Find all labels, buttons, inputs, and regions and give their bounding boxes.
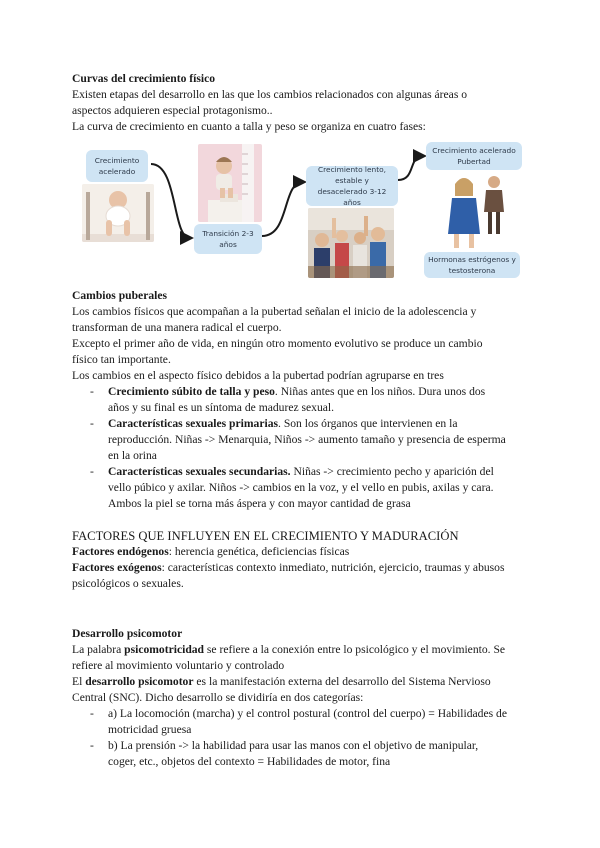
paragraph-line: Los cambios en el aspecto físico debidos a la pubertad podrían agruparse en tres <box>72 369 444 382</box>
paragraph-line: aspectos adquieren especial protagonismo.. <box>72 104 273 117</box>
paragraph-text: El <box>72 675 86 688</box>
paragraph-text: : características contexto inmediato, nutrición, ejercicio, traumas y abusos <box>161 561 505 574</box>
paragraph-line: transforman de una manera radical el cuerpo. <box>72 321 282 334</box>
list-bullet: - <box>90 707 94 720</box>
paragraph-line: Central (SNC). Dicho desarrollo se dividiría en dos categorías: <box>72 691 364 704</box>
list-item-continued: Ambos la piel se torna más áspera y con mayor cantidad de grasa <box>108 497 411 510</box>
bold-term: Crecimiento súbito de talla y peso <box>108 385 275 398</box>
phase-box-crecimiento-lento: Crecimiento lento, estable y desacelerado 3-12 años <box>306 166 398 206</box>
list-item: a) La locomoción (marcha) y el control postural (control del cuerpo) = Habilidades de <box>108 707 507 720</box>
classroom-photo <box>308 208 394 278</box>
list-text: Niñas -> crecimiento pecho y aparición del <box>290 465 494 478</box>
list-bullet: - <box>90 385 94 398</box>
paragraph-line <box>72 544 349 560</box>
list-item: b) La prensión -> la habilidad para usar las manos con el objetivo de manipular, <box>108 739 479 752</box>
phase-box-pubertad: Crecimiento acelerado Pubertad <box>426 142 522 170</box>
list-item <box>108 384 485 400</box>
teen-photo <box>442 172 512 250</box>
section-title-factores: FACTORES QUE INFLUYEN EN EL CRECIMIENTO Y MADURACIÓN <box>72 529 459 543</box>
list-bullet: - <box>90 465 94 478</box>
bold-term: Características sexuales secundarias. <box>108 465 291 478</box>
list-item <box>108 416 457 432</box>
toddler-photo <box>198 144 262 222</box>
paragraph-line <box>72 674 491 690</box>
paragraph-line: La curva de crecimiento en cuanto a talla y peso se organiza en cuatro fases: <box>72 120 426 133</box>
paragraph-line: psicológicos o sexuales. <box>72 577 184 590</box>
list-item-continued: vello púbico y axilar. Niños -> cambios en la voz, y el vello en pubis, axilas y cara. <box>108 481 494 494</box>
paragraph-text: es la manifestación externa del desarrollo del Sistema Nervioso <box>193 675 491 688</box>
paragraph-line: Existen etapas del desarrollo en las que los cambios relacionados con algunas áreas o <box>72 88 468 101</box>
section-title-desarrollo-psicomotor: Desarrollo psicomotor <box>72 627 183 640</box>
bold-term: Factores exógenos <box>72 561 162 574</box>
list-text: . Son los órganos que intervienen en la <box>278 417 458 430</box>
list-item-continued: coger, etc., objetos del contexto = Habilidades de motor, fina <box>108 755 391 768</box>
paragraph-line <box>72 642 505 658</box>
growth-phases-diagram <box>76 142 536 280</box>
list-item-continued: reproducción. Niñas -> Menarquia, Niños -> aumento tamaño y presencia de esperma <box>108 433 506 446</box>
phase-box-transicion: Transición 2-3 años <box>194 224 262 254</box>
section-title-curvas: Curvas del crecimiento físico <box>72 72 216 85</box>
baby-photo <box>82 184 154 242</box>
phase-box-hormonas: Hormonas estrógenos y testosterona <box>424 252 520 278</box>
bold-term: psicomotricidad <box>124 643 205 656</box>
bold-term: Factores endógenos <box>72 545 169 558</box>
paragraph-text: se refiere a la conexión entre lo psicológico y el movimiento. Se <box>204 643 506 656</box>
paragraph-line: físico tan importante. <box>72 353 171 366</box>
paragraph-line: Los cambios físicos que acompañan a la pubertad señalan el inicio de la adolescencia y <box>72 305 477 318</box>
paragraph-text: : herencia genética, deficiencias físicas <box>168 545 350 558</box>
bold-term: Características sexuales primarias <box>108 417 279 430</box>
list-item-continued: años y su final es un síntoma de madurez sexual. <box>108 401 335 414</box>
paragraph-text: La palabra <box>72 643 125 656</box>
list-bullet: - <box>90 417 94 430</box>
bold-term: desarrollo psicomotor <box>85 675 194 688</box>
list-item-continued: motricidad gruesa <box>108 723 192 736</box>
paragraph-line: Excepto el primer año de vida, en ningún otro momento evolutivo se produce un cambio <box>72 337 483 350</box>
list-item-continued: en la orina <box>108 449 157 462</box>
phase-box-crecimiento-acelerado: Crecimiento acelerado <box>86 150 148 182</box>
list-item <box>108 464 494 480</box>
section-title-cambios-puberales: Cambios puberales <box>72 289 168 302</box>
list-text: . Niñas antes que en los niños. Dura unos dos <box>274 385 486 398</box>
paragraph-line: refiere al movimiento voluntario y controlado <box>72 659 285 672</box>
list-bullet: - <box>90 739 94 752</box>
paragraph-line <box>72 560 504 576</box>
